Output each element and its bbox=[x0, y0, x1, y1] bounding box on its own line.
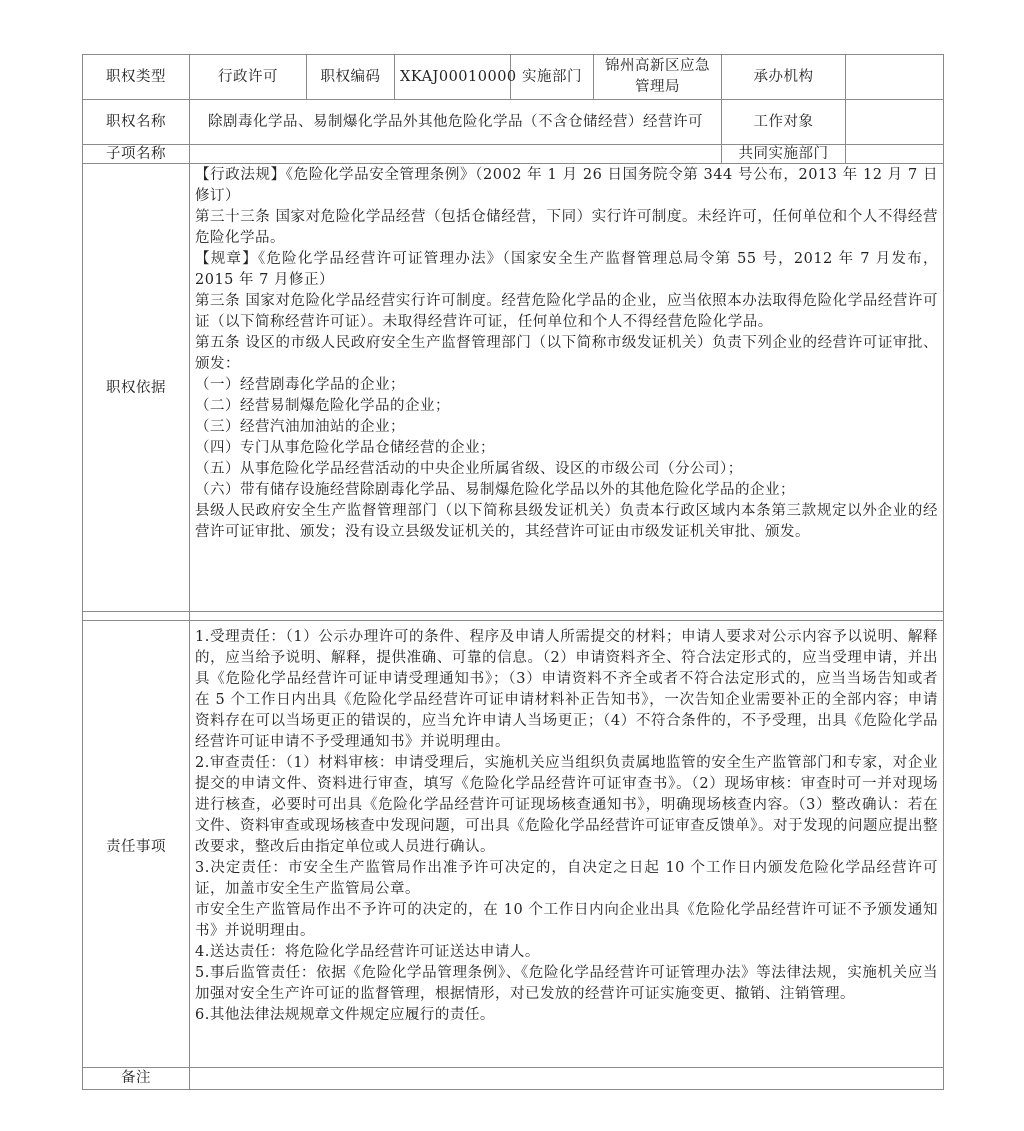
code-label: 职权编码 bbox=[307, 55, 395, 100]
duty-paragraph: 5.事后监管责任：依据《危险化学品管理条例》、《危险化学品经营许可证管理办法》等法律法规，实施机关应当加强对安全生产许可证的监督管理，根据情形，对已发放的经营许可证实施变更、撤销、注销管理。 bbox=[195, 965, 938, 1002]
basis-paragraph: 第五条 设区的市级人民政府安全生产监督管理部门（以下简称市级发证机关）负责下列企业的经营许可证审批、颁发： bbox=[195, 335, 938, 372]
basis-paragraph: 县级人民政府安全生产监督管理部门（以下简称县级发证机关）负责本行政区域内本条第三款规定以外企业的经营许可证审批、颁发；没有设立县级发证机关的，其经营许可证由市级发证机关审批、颁发。 bbox=[195, 503, 938, 540]
duty-paragraph: 市安全生产监管局作出不予许可的决定的，在 10 个工作日内向企业出具《危险化学品经营许可证不予颁发通知书》并说明理由。 bbox=[195, 902, 938, 939]
sub-value bbox=[190, 145, 722, 164]
duty-paragraphs bbox=[195, 627, 938, 1026]
sub-label: 子项名称 bbox=[83, 145, 190, 164]
duty-paragraph: 1.受理责任：（1）公示办理许可的条件、程序及申请人所需提交的材料；申请人要求对公示内容予以说明、解释的，应当给予说明、解释，提供准确、可靠的信息。（2）申请资料齐全、符合法定形式的，应当受理申请，并出具《危险化学品经营许可证申请受理通知书》；（3）申请资料不齐全或者不符合法定形式的，应当当场告知或者在 5 个工作日内出具《危险化学品经营许可证申请材料补正告知书》，一次告知企业需要补正的全部内容；申请资料存在可以当场更正的错误的，应当允许申请人当场更正；（4）不符合条件的，不予受理，出具《危险化学品经营许可证申请不予受理通知书》并说明理由。 bbox=[195, 629, 938, 750]
type-value: 行政许可 bbox=[190, 55, 307, 100]
basis-paragraph: （三）经营汽油加油站的企业； bbox=[195, 419, 405, 435]
org-label: 承办机构 bbox=[722, 55, 846, 100]
basis-content bbox=[190, 164, 944, 612]
sub-row bbox=[83, 145, 944, 164]
authority-table bbox=[82, 54, 944, 1090]
duty-paragraph: 6.其他法律法规规章文件规定应履行的责任。 bbox=[195, 1007, 495, 1023]
header-row bbox=[83, 55, 944, 100]
duty-paragraph: 4.送达责任：将危险化学品经营许可证送达申请人。 bbox=[195, 944, 540, 960]
basis-paragraph: （一）经营剧毒化学品的企业； bbox=[195, 377, 405, 393]
basis-row bbox=[83, 164, 944, 612]
dept-value: 锦州高新区应急管理局 bbox=[594, 55, 722, 100]
basis-paragraphs bbox=[195, 165, 938, 543]
basis-paragraph: （六）带有储存设施经营除剧毒化学品、易制爆危险化学品以外的其他危险化学品的企业； bbox=[195, 482, 795, 498]
basis-paragraph: 【规章】《危险化学品经营许可证管理办法》（国家安全生产监督管理总局令第 55 号，2012 年 7 月发布，2015 年 7 月修正） bbox=[195, 251, 938, 288]
duty-label: 责任事项 bbox=[83, 621, 190, 1068]
duty-row bbox=[83, 621, 944, 1068]
name-label: 职权名称 bbox=[83, 100, 190, 145]
basis-label: 职权依据 bbox=[83, 164, 190, 612]
joint-value bbox=[846, 145, 944, 164]
name-row bbox=[83, 100, 944, 145]
duty-paragraph: 3.决定责任：市安全生产监管局作出准予许可决定的，自决定之日起 10 个工作日内颁发危险化学品经营许可证，加盖市安全生产监管局公章。 bbox=[195, 860, 938, 897]
type-label: 职权类型 bbox=[83, 55, 190, 100]
org-value bbox=[846, 55, 944, 100]
basis-paragraph: （四）专门从事危险化学品仓储经营的企业； bbox=[195, 440, 495, 456]
name-value: 除剧毒化学品、易制爆化学品外其他危险化学品（不含仓储经营）经营许可 bbox=[190, 100, 722, 145]
basis-paragraph: 第三条 国家对危险化学品经营实行许可制度。经营危险化学品的企业，应当依照本办法取得危险化学品经营许可证（以下简称经营许可证）。未取得经营许可证，任何单位和个人不得经营危险化学品。 bbox=[195, 293, 938, 330]
target-value bbox=[846, 100, 944, 145]
joint-label: 共同实施部门 bbox=[722, 145, 846, 164]
basis-paragraph: 【行政法规】《危险化学品安全管理条例》（2002 年 1 月 26 日国务院令第 344 号公布，2013 年 12 月 7 日修订） bbox=[195, 167, 938, 204]
note-value bbox=[190, 1068, 944, 1090]
basis-paragraph: （五）从事危险化学品经营活动的中央企业所属省级、设区的市级公司（分公司）； bbox=[195, 461, 743, 477]
code-value: XKAJ00010000 bbox=[395, 55, 511, 100]
duty-paragraph: 2.审查责任：（1）材料审核：申请受理后，实施机关应当组织负责属地监管的安全生产监管部门和专家，对企业提交的申请文件、资料进行审查，填写《危险化学品经营许可证审查书》。（2）现场审核：审查时可一并对现场进行核查，必要时可出具《危险化学品经营许可证现场核查通知书》，明确现场核查内容。（3）整改确认：若在文件、资料审查或现场核查中发现问题，可出具《危险化学品经营许可证审查反馈单》。对于发现的问题应提出整改要求，整改后由指定单位或人员进行确认。 bbox=[195, 755, 938, 855]
duty-content bbox=[190, 621, 944, 1068]
dept-label: 实施部门 bbox=[511, 55, 594, 100]
basis-paragraph: 第三十三条 国家对危险化学品经营（包括仓储经营，下同）实行许可制度。未经许可，任何单位和个人不得经营危险化学品。 bbox=[195, 209, 938, 246]
separator-row bbox=[83, 612, 944, 621]
note-row bbox=[83, 1068, 944, 1090]
target-label: 工作对象 bbox=[722, 100, 846, 145]
note-label: 备注 bbox=[83, 1068, 190, 1090]
basis-paragraph: （二）经营易制爆危险化学品的企业； bbox=[195, 398, 450, 414]
